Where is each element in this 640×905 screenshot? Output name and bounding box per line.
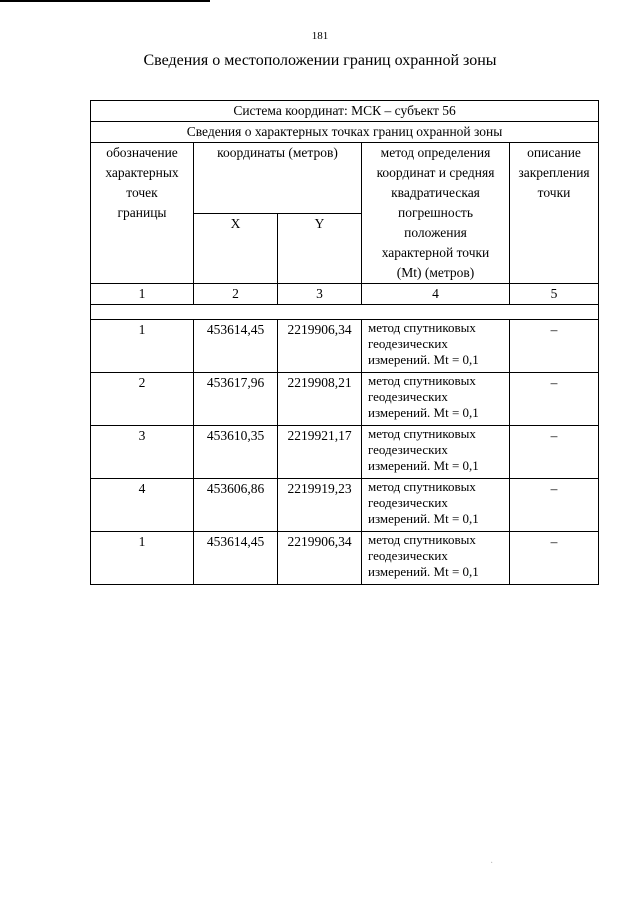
description-cell: –	[510, 479, 599, 532]
table-row	[91, 479, 599, 532]
header-line: (Mt) (метров)	[396, 265, 475, 280]
header-line: метод определения	[380, 145, 491, 160]
description-cell: –	[510, 426, 599, 479]
method-line: геодезических	[368, 389, 448, 404]
description-cell: –	[510, 320, 599, 373]
header-point-designation	[91, 143, 194, 284]
coord-y: 2219921,17	[278, 426, 362, 479]
method-line: измерений. Mt = 0,1	[368, 458, 479, 473]
header-method	[362, 143, 510, 284]
point-id: 3	[91, 426, 194, 479]
header-line: границы	[117, 205, 167, 220]
method-line: метод спутниковых	[368, 479, 476, 494]
point-id: 4	[91, 479, 194, 532]
coord-x: 453606,86	[194, 479, 278, 532]
boundary-points-table	[90, 100, 599, 585]
method-cell	[362, 479, 510, 532]
coord-y: 2219908,21	[278, 373, 362, 426]
method-line: метод спутниковых	[368, 373, 476, 388]
header-description	[510, 143, 599, 284]
header-line: погрешность	[397, 205, 473, 220]
header-line: точек	[126, 185, 158, 200]
coord-y: 2219906,34	[278, 320, 362, 373]
table-row	[91, 320, 599, 373]
header-line: закрепления	[518, 165, 590, 180]
method-line: метод спутниковых	[368, 426, 476, 441]
method-line: геодезических	[368, 336, 448, 351]
header-line: характерных	[105, 165, 179, 180]
method-line: геодезических	[368, 548, 448, 563]
column-number: 2	[194, 284, 278, 305]
coord-x: 453614,45	[194, 320, 278, 373]
header-line: обозначение	[106, 145, 178, 160]
column-number: 1	[91, 284, 194, 305]
point-id: 1	[91, 532, 194, 585]
column-number: 4	[362, 284, 510, 305]
header-x: X	[194, 213, 278, 284]
method-cell	[362, 320, 510, 373]
header-y: Y	[278, 213, 362, 284]
coord-y: 2219919,23	[278, 479, 362, 532]
method-line: метод спутниковых	[368, 532, 476, 547]
coord-x: 453617,96	[194, 373, 278, 426]
header-line: характерной точки	[381, 245, 490, 260]
point-id: 1	[91, 320, 194, 373]
scan-speck: ·	[490, 858, 494, 869]
coord-y: 2219906,34	[278, 532, 362, 585]
document-title: Сведения о местоположении границ охранной зоны	[143, 52, 497, 69]
coord-x: 453614,45	[194, 532, 278, 585]
table-row	[91, 532, 599, 585]
header-line: положения	[404, 225, 467, 240]
method-line: измерений. Mt = 0,1	[368, 564, 479, 579]
method-line: измерений. Mt = 0,1	[368, 352, 479, 367]
header-line: описание	[527, 145, 581, 160]
coord-x: 453610,35	[194, 426, 278, 479]
method-cell	[362, 532, 510, 585]
blank-separator-row	[91, 305, 599, 320]
header-line: координат и средняя	[376, 165, 495, 180]
coordinate-system-row: Система координат: МСК – субъект 56	[91, 101, 599, 122]
table-row	[91, 373, 599, 426]
header-coordinates-group: координаты (метров)	[194, 143, 362, 214]
description-cell: –	[510, 373, 599, 426]
method-line: геодезических	[368, 442, 448, 457]
header-line: квадратическая	[391, 185, 480, 200]
column-number: 5	[510, 284, 599, 305]
header-line: точки	[537, 185, 571, 200]
method-line: измерений. Mt = 0,1	[368, 511, 479, 526]
method-line: измерений. Mt = 0,1	[368, 405, 479, 420]
point-id: 2	[91, 373, 194, 426]
method-cell	[362, 373, 510, 426]
table-subtitle-row: Сведения о характерных точках границ охранной зоны	[91, 122, 599, 143]
column-number: 3	[278, 284, 362, 305]
method-line: метод спутниковых	[368, 320, 476, 335]
description-cell: –	[510, 532, 599, 585]
method-cell	[362, 426, 510, 479]
method-line: геодезических	[368, 495, 448, 510]
top-rule	[0, 0, 210, 2]
page-number: 181	[311, 30, 329, 42]
table-row	[91, 426, 599, 479]
